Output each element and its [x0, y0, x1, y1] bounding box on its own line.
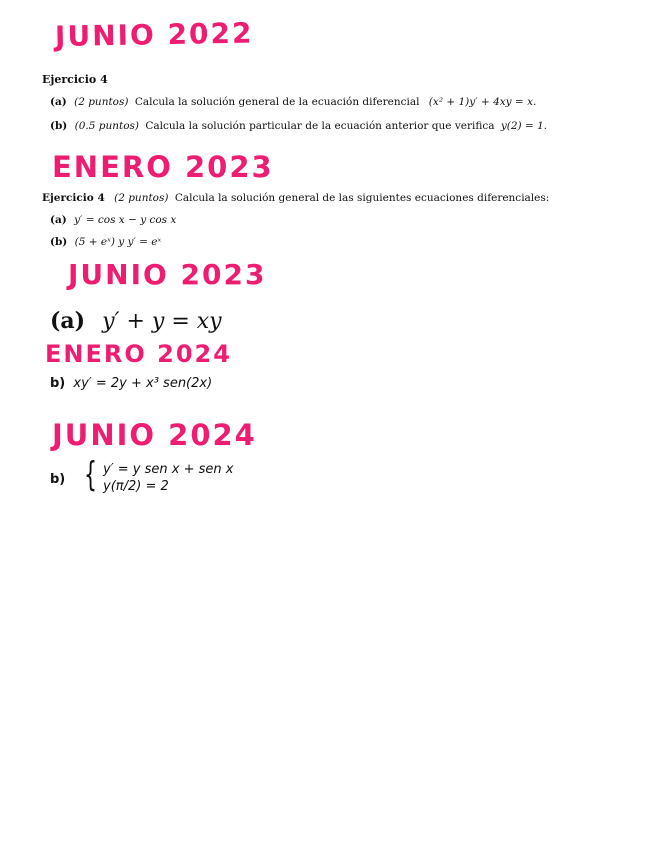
equation: y′ + y = xy [102, 309, 222, 334]
exercise-part-b [50, 472, 65, 487]
points: (0.5 puntos) [74, 120, 140, 132]
heading-junio-2023: JUNIO 2023 [68, 258, 267, 291]
exercise-part-a [50, 308, 222, 334]
exercise-part-b [50, 120, 547, 132]
system-brace: { [84, 455, 97, 495]
exercise-title: Ejercicio 4 [42, 73, 108, 86]
points: (2 puntos) [114, 192, 169, 204]
part-label: (b) [50, 120, 68, 132]
equation: (x² + 1)y′ + 4xy = x. [428, 96, 537, 108]
exercise-part-b [50, 376, 212, 391]
part-label: (a) [50, 214, 67, 226]
heading-junio-2024: JUNIO 2024 [52, 418, 257, 452]
exercise-part-a [50, 214, 176, 226]
part-label: (b) [50, 236, 68, 248]
exercise-title-row [42, 192, 549, 204]
equation: xy′ = 2y + x³ sen(2x) [73, 376, 213, 391]
system-line-1: y′ = y sen x + sen x [103, 462, 234, 477]
part-label: b) [50, 472, 66, 487]
statement: Calcula la solución particular de la ecuación anterior que verifica [145, 120, 495, 132]
equation: y′ = cos x − y cos x [74, 214, 177, 226]
part-label: (a) [50, 308, 86, 334]
heading-enero-2024: ENERO 2024 [45, 340, 232, 368]
statement: Calcula la solución general de las siguientes ecuaciones diferenciales: [174, 192, 550, 204]
statement: Calcula la solución general de la ecuación diferencial [134, 96, 420, 108]
exercise-part-b [50, 236, 161, 248]
points: (2 puntos) [74, 96, 129, 108]
part-label: b) [50, 376, 66, 391]
equation: y(2) = 1. [500, 120, 548, 132]
equation: (5 + eˣ) y y′ = eˣ [74, 236, 162, 248]
exercise-title: Ejercicio 4 [42, 192, 105, 204]
part-label: (a) [50, 96, 67, 108]
system-line-2: y(π/2) = 2 [103, 479, 169, 494]
heading-junio-2022: JUNIO 2022 [54, 16, 254, 53]
exercise-part-a [50, 96, 536, 108]
heading-enero-2023: ENERO 2023 [52, 150, 274, 184]
